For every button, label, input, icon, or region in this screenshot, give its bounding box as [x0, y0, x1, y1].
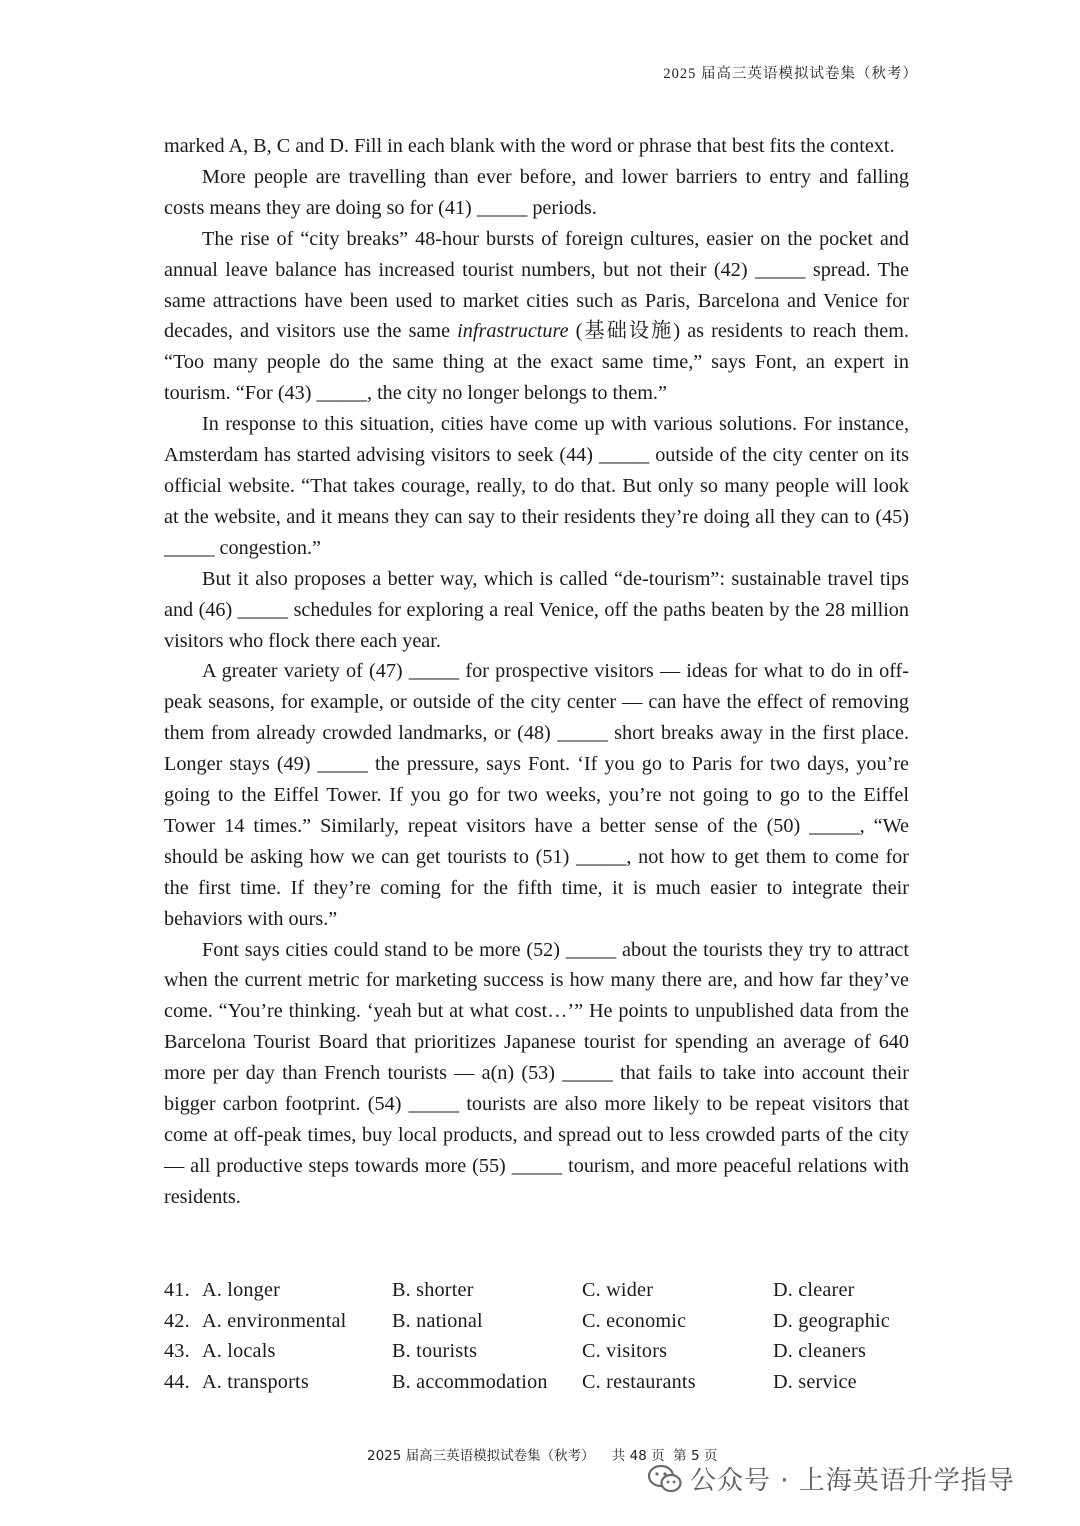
option-d: D. service [773, 1370, 857, 1393]
wechat-icon [648, 1464, 682, 1494]
option-c: C. visitors [582, 1340, 668, 1363]
question-number: 44. [164, 1370, 190, 1393]
option-c: C. restaurants [582, 1370, 696, 1393]
paragraph-2 [164, 224, 909, 409]
option-a: A. locals [202, 1340, 276, 1363]
infrastructure-term: infrastructure [457, 320, 569, 343]
option-b: B. shorter [392, 1279, 474, 1301]
option-b: B. accommodation [392, 1370, 548, 1393]
watermark [648, 1460, 1015, 1497]
page-header: 2025 届高三英语模拟试卷集（秋考） [663, 66, 918, 82]
paragraph-5: A greater variety of (47) _____ for prospective visitors — ideas for what to do in off-peak seasons, for example, or outside of the city center — can have the effect of removing them from already crowded landmarks, or (48) _____ short breaks away in the first place. Longer stays (49) _____ the pressure, says Font. ‘If you go to Paris for two days, you’re going to the Eiffel Tower. If you go for two weeks, you’re not going to go to the Eiffel Tower 14 times.” Similarly, repeat visitors have a better sense of the (50) _____, “We should be asking how we can get tourists to (51) _____, not how to get them to come for the first time. If they’re coming for the fifth time, it is much easier to integrate their behaviors with ours.” [164, 660, 909, 930]
paragraph-4: But it also proposes a better way, which is called “de-tourism”: sustainable travel tips and (46) _____ schedules for exploring a real Venice, off the paths beaten by the 28 million visitors who flock there each year. [164, 567, 909, 652]
option-a: A. transports [202, 1370, 309, 1393]
watermark-text: 公众号 · 上海英语升学指导 [690, 1466, 1015, 1496]
paragraph-3: In response to this situation, cities have come up with various solutions. For instance, Amsterdam has started advising visitors to seek (44) _____ outside of the city center on its official website. “That takes courage, really, to do that. But only so many people will look at the website, and it means they can say to their residents they’re doing all they can to (45) _____ congestion.” [164, 413, 909, 559]
option-a: A. longer [202, 1279, 281, 1301]
option-b: B. tourists [392, 1340, 478, 1363]
option-c: C. wider [582, 1279, 654, 1301]
paragraph-1: More people are travelling than ever before, and lower barriers to entry and falling costs means they are doing so for (41) _____ periods. [164, 165, 909, 219]
option-b: B. national [392, 1309, 483, 1332]
page-footer: 2025 届高三英语模拟试卷集（秋考） 共 48 页 第 5 页 [367, 1448, 718, 1464]
question-number: 42. [164, 1309, 190, 1332]
option-a: A. environmental [202, 1309, 347, 1332]
option-c: C. economic [582, 1309, 687, 1332]
option-d: D. clearer [773, 1279, 855, 1301]
question-number: 41. [164, 1279, 190, 1301]
instruction-tail: marked A, B, C and D. Fill in each blank with the word or phrase that best fits the context. [164, 135, 895, 157]
paragraph-2-part-1: The rise of “city breaks” 48-hour bursts of foreign cultures, easier on the pocket and annual leave balance has increased tourist numbers, but not their (42) _____ spread. The same attractions have been used to market cities such as Paris, Barcelona and Venice for decades, and visitors use the same [164, 227, 909, 343]
passage [164, 131, 909, 1213]
paragraph-6: Font says cities could stand to be more (52) _____ about the tourists they try to attract when the current metric for marketing success is how many there are, and how far they’ve come. “You’re thinking. ‘yeah but at what cost…’” He points to unpublished data from the Barcelona Tourist Board that prioritizes Japanese tourist for spending an average of 640 more per day than French tourists — a(n) (53) _____ that fails to take into account their bigger carbon footprint. (54) _____ tourists are also more likely to be repeat visitors that come at off-peak times, buy local products, and spread out to less crowded parts of the city — all productive steps towards more (55) _____ tourism, and more peaceful relations with residents. [164, 938, 909, 1208]
option-d: D. cleaners [773, 1340, 866, 1363]
option-d: D. geographic [773, 1309, 890, 1332]
question-number: 43. [164, 1340, 190, 1363]
paragraph-2-part-2: (基础设施) as residents to reach them. “Too many people do the same thing at the exact same time,” says Font, an expert in tourism. “For (43) _____, the city no longer belongs to them.” [164, 320, 909, 405]
